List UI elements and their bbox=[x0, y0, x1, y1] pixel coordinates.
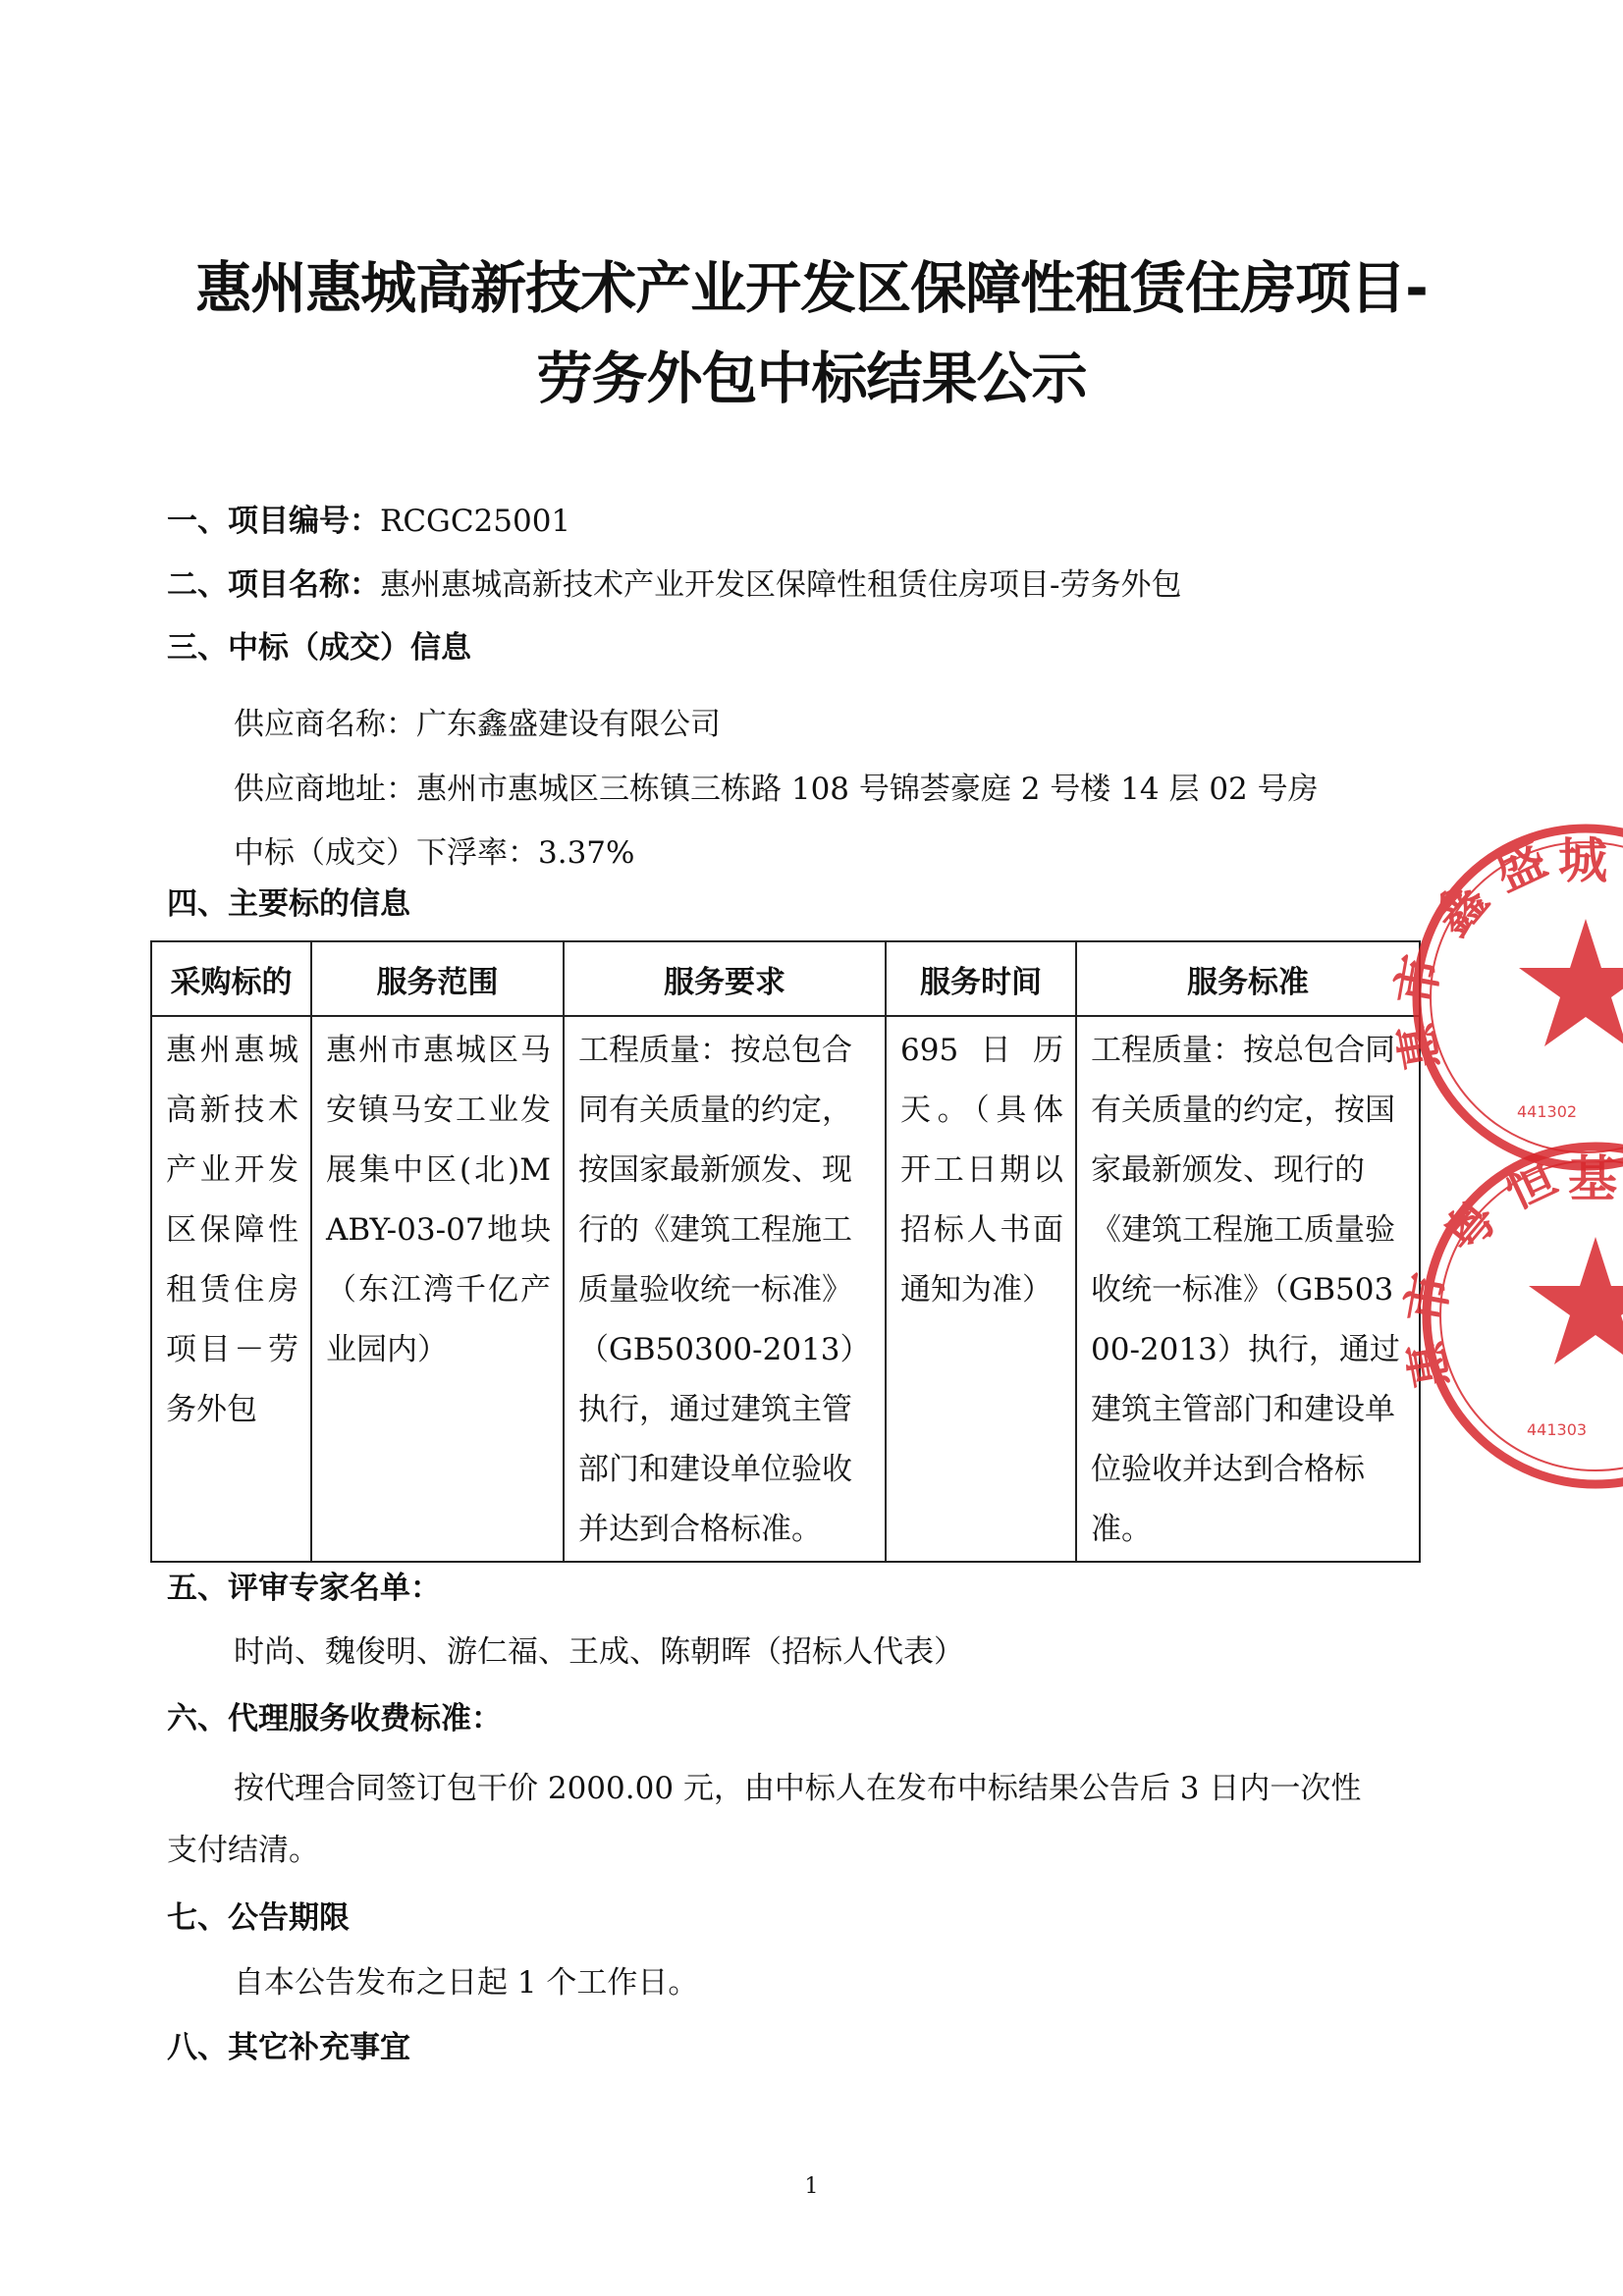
section-fee: 六、代理服务收费标准： bbox=[167, 1701, 502, 1736]
table-cell bbox=[311, 1016, 564, 1562]
cell-standard: 工程质量：按总包合同有关质量的约定，按国家最新颁发、现行的《建筑工程施工质量验收统一标准》（GB50300-2013）执行，通过建筑主管部门和建设单位验收并达到合格标准。 bbox=[1091, 1033, 1400, 1547]
svg-text:441303: 441303 bbox=[1527, 1420, 1588, 1439]
svg-text:惠: 惠 bbox=[1388, 1019, 1449, 1074]
section-experts: 五、评审专家名单： bbox=[167, 1571, 441, 1606]
cell-scope: 惠州市惠城区马安镇马安工业发展集中区(北)MABY-03-07地块（东江湾千亿产业园内） bbox=[326, 1033, 551, 1367]
award-rate: 中标（成交）下浮率：3.37% bbox=[234, 835, 635, 871]
svg-text:市: 市 bbox=[1395, 1268, 1461, 1328]
svg-text:基: 基 bbox=[1568, 1150, 1617, 1207]
svg-text:粤: 粤 bbox=[1433, 1190, 1509, 1264]
period-text: 自本公告发布之日起 1 个工作日。 bbox=[234, 1965, 699, 2001]
section-label: 一、项目编号： bbox=[167, 504, 380, 539]
fee-text-line1: 按代理合同签订包干价 2000.00 元，由中标人在发布中标结果公告后 3 日内一次性 bbox=[234, 1771, 1362, 1806]
doc-title-line2: 劳务外包中标结果公示 bbox=[536, 347, 1087, 411]
table-header-cell: 服务要求 bbox=[564, 941, 886, 1016]
table-header-cell: 服务标准 bbox=[1076, 941, 1420, 1016]
table-cell bbox=[886, 1016, 1076, 1562]
company-seal-1-icon bbox=[1385, 821, 1623, 1174]
section-project-number bbox=[167, 496, 570, 540]
svg-text:市: 市 bbox=[1385, 950, 1451, 1010]
table-header-cell: 采购标的 bbox=[151, 941, 311, 1016]
project-number-value: RCGC25001 bbox=[380, 504, 571, 539]
supplier-name: 供应商名称：广东鑫盛建设有限公司 bbox=[234, 707, 721, 742]
table-header-cell: 服务范围 bbox=[311, 941, 564, 1016]
fee-text-line2: 支付结清。 bbox=[167, 1833, 319, 1868]
supplier-address: 供应商地址：惠州市惠城区三栋镇三栋路 108 号锦荟豪庭 2 号楼 14 层 02 号房 bbox=[234, 772, 1319, 807]
project-name-value: 惠州惠城高新技术产业开发区保障性租赁住房项目-劳务外包 bbox=[380, 567, 1182, 603]
table-cell bbox=[1076, 1016, 1420, 1562]
table-cell bbox=[151, 1016, 311, 1562]
svg-text:恒: 恒 bbox=[1495, 1148, 1565, 1220]
table-header-cell: 服务时间 bbox=[886, 941, 1076, 1016]
section-label: 二、项目名称： bbox=[167, 567, 380, 603]
page-number: 1 bbox=[804, 2174, 819, 2199]
table-header-row bbox=[151, 941, 1420, 1016]
section-period: 七、公告期限 bbox=[167, 1900, 350, 1936]
section-main-subject: 四、主要标的信息 bbox=[167, 886, 410, 922]
doc-title-line1: 惠州惠城高新技术产业开发区保障性租赁住房项目- bbox=[195, 256, 1428, 321]
table-row bbox=[151, 1016, 1420, 1562]
section-other: 八、其它补充事宜 bbox=[167, 2030, 410, 2065]
svg-text:惠: 惠 bbox=[1398, 1337, 1459, 1392]
svg-text:鑫: 鑫 bbox=[1423, 872, 1499, 946]
cell-time: 695日历天。（具体开工日期以招标人书面通知为准） bbox=[900, 1033, 1063, 1308]
section-award-info: 三、中标（成交）信息 bbox=[167, 630, 471, 666]
svg-text:441302: 441302 bbox=[1517, 1102, 1578, 1121]
company-seal-2-icon bbox=[1395, 1139, 1623, 1492]
table-cell bbox=[564, 1016, 886, 1562]
cell-requirement: 工程质量：按总包合同有关质量的约定，按国家最新颁发、现行的《建筑工程施工质量验收统一标准》（GB50300-2013）执行，通过建筑主管部门和建设单位验收并达到合格标准。 bbox=[578, 1033, 871, 1547]
cell-subject: 惠州惠城高新技术产业开发区保障性租赁住房项目－劳务外包 bbox=[166, 1033, 298, 1427]
subject-table bbox=[150, 940, 1421, 1563]
section-project-name bbox=[167, 560, 1181, 604]
svg-text:盛: 盛 bbox=[1486, 829, 1555, 902]
expert-list: 时尚、魏俊明、游仁福、王成、陈朝晖（招标人代表） bbox=[234, 1634, 964, 1670]
svg-text:城: 城 bbox=[1558, 832, 1607, 889]
